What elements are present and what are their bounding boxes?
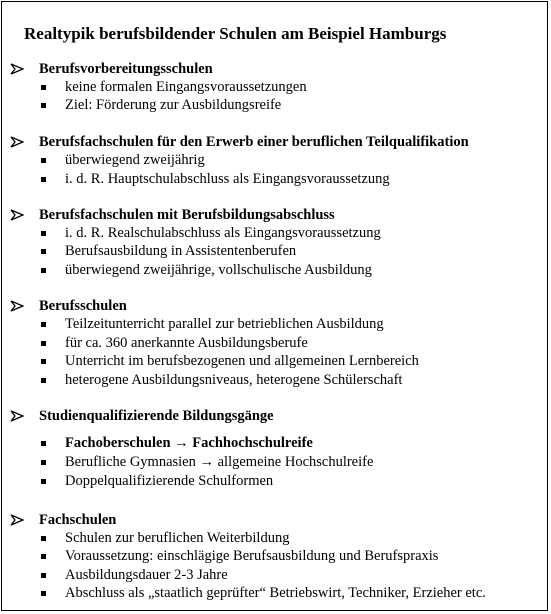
list-item: Schulen zur beruflichen Weiterbildung [65, 530, 290, 546]
square-bullet-icon [41, 341, 46, 346]
list-item: überwiegend zweijährig [65, 152, 205, 168]
list-item: heterogene Ausbildungsniveaus, heterogene Schülerschaft [65, 372, 403, 388]
square-bullet-icon [41, 231, 46, 236]
square-bullet-icon [41, 536, 46, 541]
square-bullet-icon [41, 441, 46, 446]
list-item: Berufsausbildung in Assistentenberufen [65, 243, 297, 259]
square-bullet-icon [41, 554, 46, 559]
list-item: Teilzeitunterricht parallel zur betrieblichen Ausbildung [65, 316, 384, 332]
square-bullet-icon [41, 85, 46, 90]
list-item: überwiegend zweijährige, vollschulische Ausbildung [65, 262, 372, 278]
list-item: Doppelqualifizierende Schulformen [65, 473, 274, 489]
square-bullet-icon [41, 573, 46, 578]
document-frame [1, 1, 548, 611]
arrow-bullet-icon [10, 300, 24, 312]
page-title: Realtypik berufsbildender Schulen am Beispiel Hamburgs [24, 24, 447, 43]
list-item: Ziel: Förderung zur Ausbildungsreife [65, 97, 282, 113]
square-bullet-icon [41, 460, 46, 465]
section-heading: Berufsfachschulen für den Erwerb einer beruflichen Teilqualifikation [39, 134, 469, 150]
list-item: i. d. R. Hauptschulabschluss als Eingangsvoraussetzung [65, 171, 390, 187]
square-bullet-icon [41, 322, 46, 327]
section-heading: Berufsfachschulen mit Berufsbildungsabschluss [39, 207, 335, 223]
section-heading: Berufsvorbereitungsschulen [39, 61, 213, 77]
list-item: Ausbildungsdauer 2-3 Jahre [65, 567, 228, 583]
square-bullet-icon [41, 103, 46, 108]
square-bullet-icon [41, 249, 46, 254]
square-bullet-icon [41, 158, 46, 163]
square-bullet-icon [41, 479, 46, 484]
arrow-bullet-icon [10, 514, 24, 526]
list-item: Fachoberschulen → Fachhochschulreife [65, 435, 313, 451]
arrow-bullet-icon [10, 63, 24, 75]
arrow-bullet-icon [10, 410, 24, 422]
list-item: keine formalen Eingangsvoraussetzungen [65, 79, 307, 95]
section-heading: Studienqualifizierende Bildungsgänge [39, 408, 274, 424]
arrow-bullet-icon [10, 136, 24, 148]
section-heading: Fachschulen [39, 512, 117, 528]
list-item: Abschluss als „staatlich geprüfter“ Betriebswirt, Techniker, Erzieher etc. [65, 585, 486, 601]
arrow-bullet-icon [10, 209, 24, 221]
list-item: Voraussetzung: einschlägige Berufsausbildung und Berufspraxis [65, 548, 439, 564]
section-heading: Berufsschulen [39, 298, 127, 314]
square-bullet-icon [41, 591, 46, 596]
square-bullet-icon [41, 268, 46, 273]
list-item: für ca. 360 anerkannte Ausbildungsberufe [65, 335, 308, 351]
list-item: Unterricht im berufsbezogenen und allgemeinen Lernbereich [65, 353, 419, 369]
square-bullet-icon [41, 177, 46, 182]
square-bullet-icon [41, 378, 46, 383]
list-item: Berufliche Gymnasien → allgemeine Hochschulreife [65, 454, 374, 470]
list-item: i. d. R. Realschulabschluss als Eingangsvoraussetzung [65, 225, 381, 241]
square-bullet-icon [41, 359, 46, 364]
